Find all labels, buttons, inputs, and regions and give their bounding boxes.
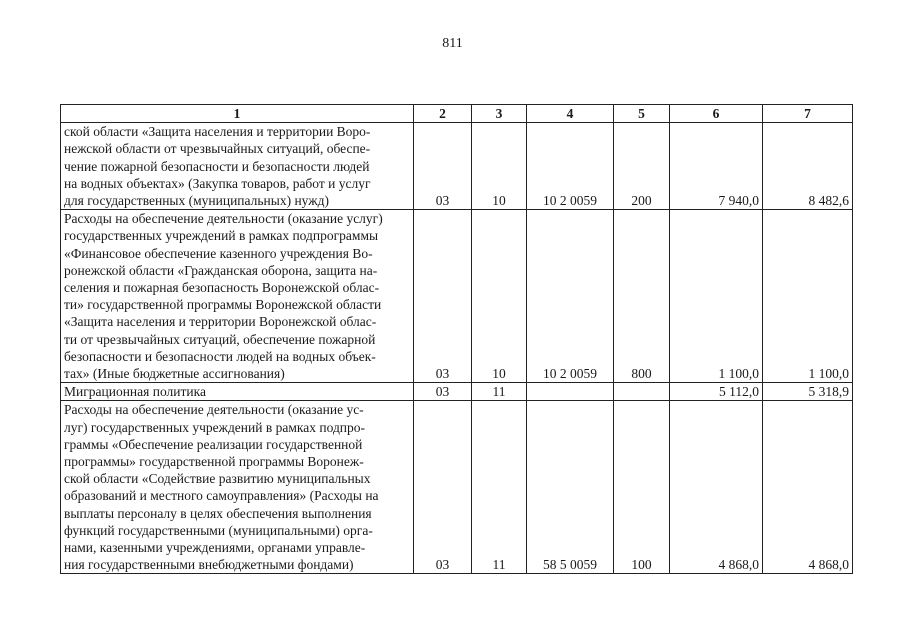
amount-col6: 7 940,0 (670, 123, 763, 210)
description-line: тах» (Иные бюджетные ассигнования) (64, 366, 285, 382)
description-line: чение пожарной безопасности и безопасности людей (64, 158, 370, 174)
row-description (61, 210, 414, 383)
header-row (61, 105, 853, 123)
table-row (61, 401, 853, 574)
column-header-2: 2 (414, 105, 472, 123)
description-line: Расходы на обеспечение деятельности (оказание ус- (64, 402, 364, 418)
description-line: ской области «Содействие развитию муниципальных (64, 471, 371, 487)
target-article-code: 10 2 0059 (527, 123, 614, 210)
column-header-5: 5 (614, 105, 670, 123)
amount-col7: 4 868,0 (763, 401, 853, 574)
subsection-code: 11 (472, 401, 527, 574)
description-line: Миграционная политика (64, 384, 206, 400)
description-line: ти» государственной программы Воронежской области (64, 297, 382, 313)
table-row (61, 383, 853, 401)
target-article-code: 58 5 0059 (527, 401, 614, 574)
amount-col6: 4 868,0 (670, 401, 763, 574)
section-code: 03 (414, 383, 472, 401)
section-code: 03 (414, 210, 472, 383)
description-line: нежской области от чрезвычайных ситуаций, обеспе- (64, 141, 371, 157)
column-header-6: 6 (670, 105, 763, 123)
subsection-code: 10 (472, 210, 527, 383)
table-row (61, 210, 853, 383)
column-header-1: 1 (61, 105, 414, 123)
row-description (61, 383, 414, 401)
description-line: ронежской области «Гражданская оборона, защита на- (64, 262, 378, 278)
description-line: выплаты персоналу в целях обеспечения выполнения (64, 505, 372, 521)
amount-col7: 1 100,0 (763, 210, 853, 383)
description-line: луг) государственных учреждений в рамках подпро- (64, 419, 366, 435)
description-line: Расходы на обеспечение деятельности (оказание услуг) (64, 211, 383, 227)
description-line: ской области «Защита населения и территории Воро- (64, 124, 371, 140)
page-number: 811 (442, 36, 463, 51)
description-line: безопасности и безопасности людей на водных объек- (64, 348, 376, 364)
description-line: ти от чрезвычайных ситуаций, обеспечение пожарной (64, 331, 376, 347)
description-line: нами, казенными учреждениями, органами управле- (64, 540, 366, 556)
description-line: ния государственными внебюджетными фондами) (64, 557, 354, 573)
expense-type-code: 100 (614, 401, 670, 574)
column-header-7: 7 (763, 105, 853, 123)
column-header-3: 3 (472, 105, 527, 123)
subsection-code: 10 (472, 123, 527, 210)
target-article-code (527, 383, 614, 401)
description-line: «Защита населения и территории Воронежской облас- (64, 314, 377, 330)
description-line: программы» государственной программы Воронеж- (64, 454, 364, 470)
amount-col6: 1 100,0 (670, 210, 763, 383)
description-line: образований и местного самоуправления» (Расходы на (64, 488, 379, 504)
row-description (61, 401, 414, 574)
expense-type-code: 200 (614, 123, 670, 210)
description-line: селения и пожарная безопасность Воронежской облас- (64, 280, 380, 296)
table-row (61, 123, 853, 210)
amount-col6: 5 112,0 (670, 383, 763, 401)
subsection-code: 11 (472, 383, 527, 401)
amount-col7: 8 482,6 (763, 123, 853, 210)
description-line: граммы «Обеспечение реализации государственной (64, 436, 363, 452)
description-line: «Финансовое обеспечение казенного учреждения Во- (64, 245, 373, 261)
expense-type-code: 800 (614, 210, 670, 383)
row-description (61, 123, 414, 210)
amount-col7: 5 318,9 (763, 383, 853, 401)
target-article-code: 10 2 0059 (527, 210, 614, 383)
column-header-4: 4 (527, 105, 614, 123)
description-line: на водных объектах» (Закупка товаров, работ и услуг (64, 175, 371, 191)
section-code: 03 (414, 401, 472, 574)
description-line: государственных учреждений в рамках подпрограммы (64, 228, 379, 244)
description-line: функций государственными (муниципальными) орга- (64, 522, 373, 538)
expense-type-code (614, 383, 670, 401)
section-code: 03 (414, 123, 472, 210)
budget-table (60, 104, 853, 574)
description-line: для государственных (муниципальных) нужд) (64, 193, 329, 209)
